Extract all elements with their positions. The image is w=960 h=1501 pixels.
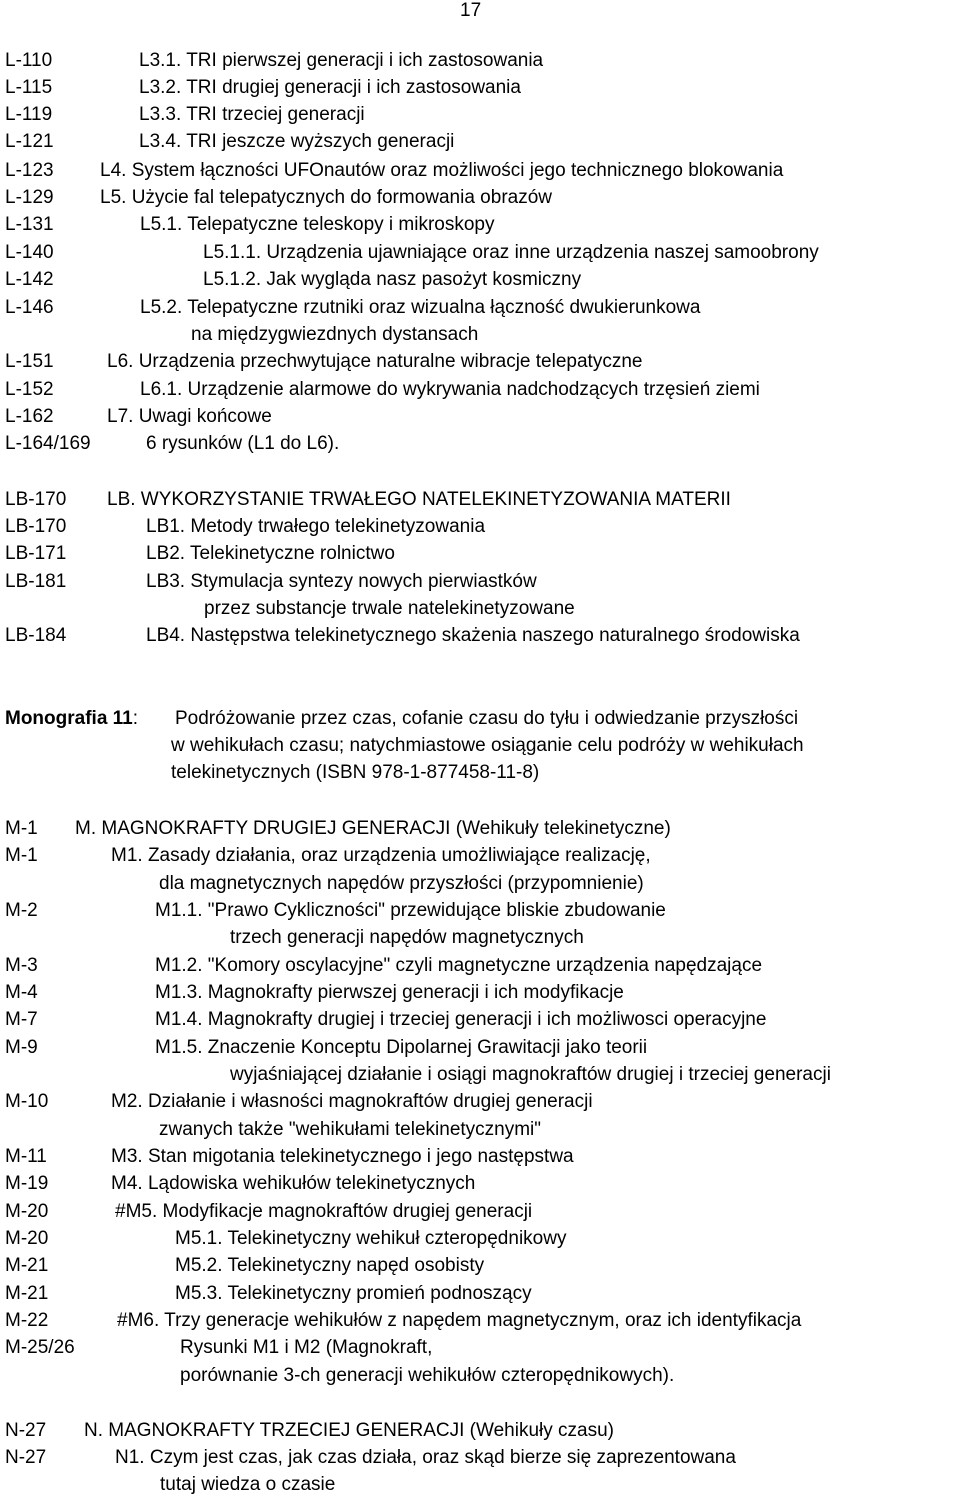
toc-row bbox=[0, 128, 960, 155]
toc-title: dla magnetycznych napędów przyszłości (przypomnienie) bbox=[159, 873, 644, 894]
toc-row-continuation bbox=[0, 595, 960, 622]
monograph-title-row bbox=[0, 732, 960, 759]
toc-title: L3.3. TRI trzeciej generacji bbox=[139, 104, 365, 125]
monograph-title-line: telekinetycznych (ISBN 978-1-877458-11-8) bbox=[171, 762, 540, 783]
toc-row bbox=[0, 568, 960, 595]
toc-title: LB2. Telekinetyczne rolnictwo bbox=[146, 543, 395, 564]
toc-title: M. MAGNOKRAFTY DRUGIEJ GENERACJI (Wehikuły telekinetyczne) bbox=[75, 818, 671, 839]
toc-row bbox=[0, 74, 960, 101]
toc-row bbox=[0, 1198, 960, 1225]
toc-row bbox=[0, 513, 960, 540]
toc-row-continuation bbox=[0, 1061, 960, 1088]
toc-title: L5. Użycie fal telepatycznych do formowania obrazów bbox=[100, 187, 553, 208]
toc-row bbox=[0, 1034, 960, 1061]
toc-row-continuation bbox=[0, 1471, 960, 1498]
toc-row bbox=[0, 403, 960, 430]
toc-row bbox=[0, 1252, 960, 1279]
toc-code: L-121 bbox=[5, 131, 54, 152]
toc-code: M-19 bbox=[5, 1173, 49, 1194]
toc-title: L5.1.2. Jak wygląda nasz pasożyt kosmiczny bbox=[203, 269, 582, 290]
toc-title: LB1. Metody trwałego telekinetyzowania bbox=[146, 516, 486, 537]
toc-title: M1.5. Znaczenie Konceptu Dipolarnej Grawitacji jako teorii bbox=[155, 1037, 648, 1058]
toc-code: L-142 bbox=[5, 269, 54, 290]
toc-title: M1.2. "Komory oscylacyjne" czyli magnetyczne urządzenia napędzające bbox=[155, 955, 763, 976]
toc-code: L-140 bbox=[5, 242, 54, 263]
toc-title: N. MAGNOKRAFTY TRZECIEJ GENERACJI (Wehikuły czasu) bbox=[84, 1420, 614, 1441]
toc-row-continuation bbox=[0, 1116, 960, 1143]
toc-row bbox=[0, 1006, 960, 1033]
toc-title: M2. Działanie i własności magnokraftów drugiej generacji bbox=[111, 1091, 593, 1112]
toc-title: LB4. Następstwa telekinetycznego skażenia naszego naturalnego środowiska bbox=[146, 625, 800, 646]
toc-title: L4. System łączności UFOnautów oraz możliwości jego technicznego blokowania bbox=[100, 160, 784, 181]
toc-row bbox=[0, 1088, 960, 1115]
toc-code: L-123 bbox=[5, 160, 54, 181]
toc-title: M1.3. Magnokrafty pierwszej generacji i ich modyfikacje bbox=[155, 982, 624, 1003]
toc-code: L-152 bbox=[5, 379, 54, 400]
toc-row bbox=[0, 897, 960, 924]
toc-title: N1. Czym jest czas, jak czas działa, oraz skąd bierze się zaprezentowana bbox=[115, 1447, 736, 1468]
toc-title: na międzygwiezdnych dystansach bbox=[191, 324, 479, 345]
monograph-title-line: Podróżowanie przez czas, cofanie czasu do tyłu i odwiedzanie przyszłości bbox=[175, 708, 799, 729]
toc-row bbox=[0, 815, 960, 842]
toc-row-continuation bbox=[0, 321, 960, 348]
toc-code: M-20 bbox=[5, 1228, 49, 1249]
toc-row bbox=[0, 1417, 960, 1444]
toc-row bbox=[0, 1280, 960, 1307]
monograph-colon: : bbox=[132, 708, 139, 729]
toc-code: M-1 bbox=[5, 845, 38, 866]
toc-code: LB-170 bbox=[5, 516, 67, 537]
toc-title: M5.1. Telekinetyczny wehikuł czteropędnikowy bbox=[175, 1228, 567, 1249]
toc-row bbox=[0, 101, 960, 128]
toc-title: L5.1. Telepatyczne teleskopy i mikroskopy bbox=[140, 214, 495, 235]
toc-code: M-9 bbox=[5, 1037, 38, 1058]
monograph-heading bbox=[0, 705, 960, 732]
toc-title: L5.2. Telepatyczne rzutniki oraz wizualna łączność dwukierunkowa bbox=[140, 297, 701, 318]
toc-code: M-2 bbox=[5, 900, 38, 921]
toc-code: L-164/169 bbox=[5, 433, 91, 454]
toc-row bbox=[0, 376, 960, 403]
toc-code: L-146 bbox=[5, 297, 54, 318]
toc-title: L6. Urządzenia przechwytujące naturalne wibracje telepatyczne bbox=[107, 351, 643, 372]
toc-row-continuation bbox=[0, 870, 960, 897]
toc-row bbox=[0, 1225, 960, 1252]
toc-code: M-10 bbox=[5, 1091, 49, 1112]
toc-row bbox=[0, 486, 960, 513]
toc-row bbox=[0, 294, 960, 321]
toc-title: trzech generacji napędów magnetycznych bbox=[230, 927, 584, 948]
toc-title: tutaj wiedza o czasie bbox=[160, 1474, 336, 1495]
toc-title: L6.1. Urządzenie alarmowe do wykrywania nadchodzących trzęsień ziemi bbox=[140, 379, 760, 400]
toc-title: M4. Lądowiska wehikułów telekinetycznych bbox=[111, 1173, 476, 1194]
toc-row bbox=[0, 348, 960, 375]
toc-code: M-7 bbox=[5, 1009, 38, 1030]
monograph-title-line: w wehikułach czasu; natychmiastowe osiąganie celu podróży w wehikułach bbox=[171, 735, 804, 756]
toc-title: L7. Uwagi końcowe bbox=[107, 406, 272, 427]
toc-code: LB-181 bbox=[5, 571, 67, 592]
toc-code: LB-184 bbox=[5, 625, 67, 646]
toc-code: LB-171 bbox=[5, 543, 67, 564]
toc-title: #M5. Modyfikacje magnokraftów drugiej generacji bbox=[115, 1201, 533, 1222]
toc-code: LB-170 bbox=[5, 489, 67, 510]
toc-title: M1.1. "Prawo Cykliczności" przewidujące bliskie zbudowanie bbox=[155, 900, 666, 921]
toc-row bbox=[0, 211, 960, 238]
toc-title: L3.4. TRI jeszcze wyższych generacji bbox=[139, 131, 455, 152]
toc-code: M-11 bbox=[5, 1146, 47, 1167]
toc-code: L-110 bbox=[5, 50, 53, 71]
toc-code: M-21 bbox=[5, 1283, 49, 1304]
toc-title: M3. Stan migotania telekinetycznego i jego następstwa bbox=[111, 1146, 574, 1167]
toc-row-continuation bbox=[0, 924, 960, 951]
toc-title: Rysunki M1 i M2 (Magnokraft, bbox=[180, 1337, 433, 1358]
toc-row bbox=[0, 239, 960, 266]
toc-row bbox=[0, 1170, 960, 1197]
toc-code: M-20 bbox=[5, 1201, 49, 1222]
toc-row bbox=[0, 430, 960, 457]
toc-row-continuation bbox=[0, 1362, 960, 1389]
toc-row bbox=[0, 47, 960, 74]
monograph-label: Monografia 11 bbox=[5, 708, 133, 729]
monograph-title-row bbox=[0, 759, 960, 786]
toc-title: M1.4. Magnokrafty drugiej i trzeciej generacji i ich możliwosci operacyjne bbox=[155, 1009, 767, 1030]
toc-code: M-3 bbox=[5, 955, 38, 976]
toc-title: L3.2. TRI drugiej generacji i ich zastosowania bbox=[139, 77, 521, 98]
toc-row bbox=[0, 1143, 960, 1170]
toc-title: M1. Zasady działania, oraz urządzenia umożliwiające realizację, bbox=[111, 845, 651, 866]
toc-code: L-151 bbox=[5, 351, 54, 372]
toc-row bbox=[0, 540, 960, 567]
toc-title: porównanie 3-ch generacji wehikułów czteropędnikowych). bbox=[180, 1365, 675, 1386]
toc-code: M-1 bbox=[5, 818, 38, 839]
toc-title: L5.1.1. Urządzenia ujawniające oraz inne urządzenia naszej samoobrony bbox=[203, 242, 819, 263]
toc-code: M-22 bbox=[5, 1310, 49, 1331]
toc-row bbox=[0, 952, 960, 979]
toc-code: M-25/26 bbox=[5, 1337, 75, 1358]
toc-code: N-27 bbox=[5, 1420, 47, 1441]
toc-title: M5.2. Telekinetyczny napęd osobisty bbox=[175, 1255, 485, 1276]
toc-row bbox=[0, 157, 960, 184]
toc-title: L3.1. TRI pierwszej generacji i ich zastosowania bbox=[139, 50, 544, 71]
toc-title: zwanych także "wehikułami telekinetycznymi" bbox=[159, 1119, 542, 1140]
toc-code: L-162 bbox=[5, 406, 54, 427]
toc-code: N-27 bbox=[5, 1447, 47, 1468]
toc-title: LB3. Stymulacja syntezy nowych pierwiastków bbox=[146, 571, 537, 592]
toc-code: L-119 bbox=[5, 104, 53, 125]
toc-code: L-131 bbox=[5, 214, 54, 235]
toc-code: L-129 bbox=[5, 187, 54, 208]
toc-title: #M6. Trzy generacje wehikułów z napędem magnetycznym, oraz ich identyfikacja bbox=[117, 1310, 802, 1331]
toc-row bbox=[0, 1334, 960, 1361]
toc-row bbox=[0, 1307, 960, 1334]
toc-row bbox=[0, 842, 960, 869]
page-number: 17 bbox=[460, 0, 482, 21]
toc-code: M-4 bbox=[5, 982, 38, 1003]
toc-code: L-115 bbox=[5, 77, 53, 98]
toc-title: LB. WYKORZYSTANIE TRWAŁEGO NATELEKINETYZOWANIA MATERII bbox=[107, 489, 731, 510]
toc-title: 6 rysunków (L1 do L6). bbox=[146, 433, 340, 454]
toc-title: przez substancje trwale natelekinetyzowane bbox=[204, 598, 575, 619]
toc-row bbox=[0, 622, 960, 649]
toc-row bbox=[0, 979, 960, 1006]
toc-row bbox=[0, 1444, 960, 1471]
toc-code: M-21 bbox=[5, 1255, 49, 1276]
toc-row bbox=[0, 266, 960, 293]
toc-row bbox=[0, 184, 960, 211]
toc-title: wyjaśniającej działanie i osiągi magnokraftów drugiej i trzeciej generacji bbox=[230, 1064, 831, 1085]
toc-title: M5.3. Telekinetyczny promień podnoszący bbox=[175, 1283, 532, 1304]
